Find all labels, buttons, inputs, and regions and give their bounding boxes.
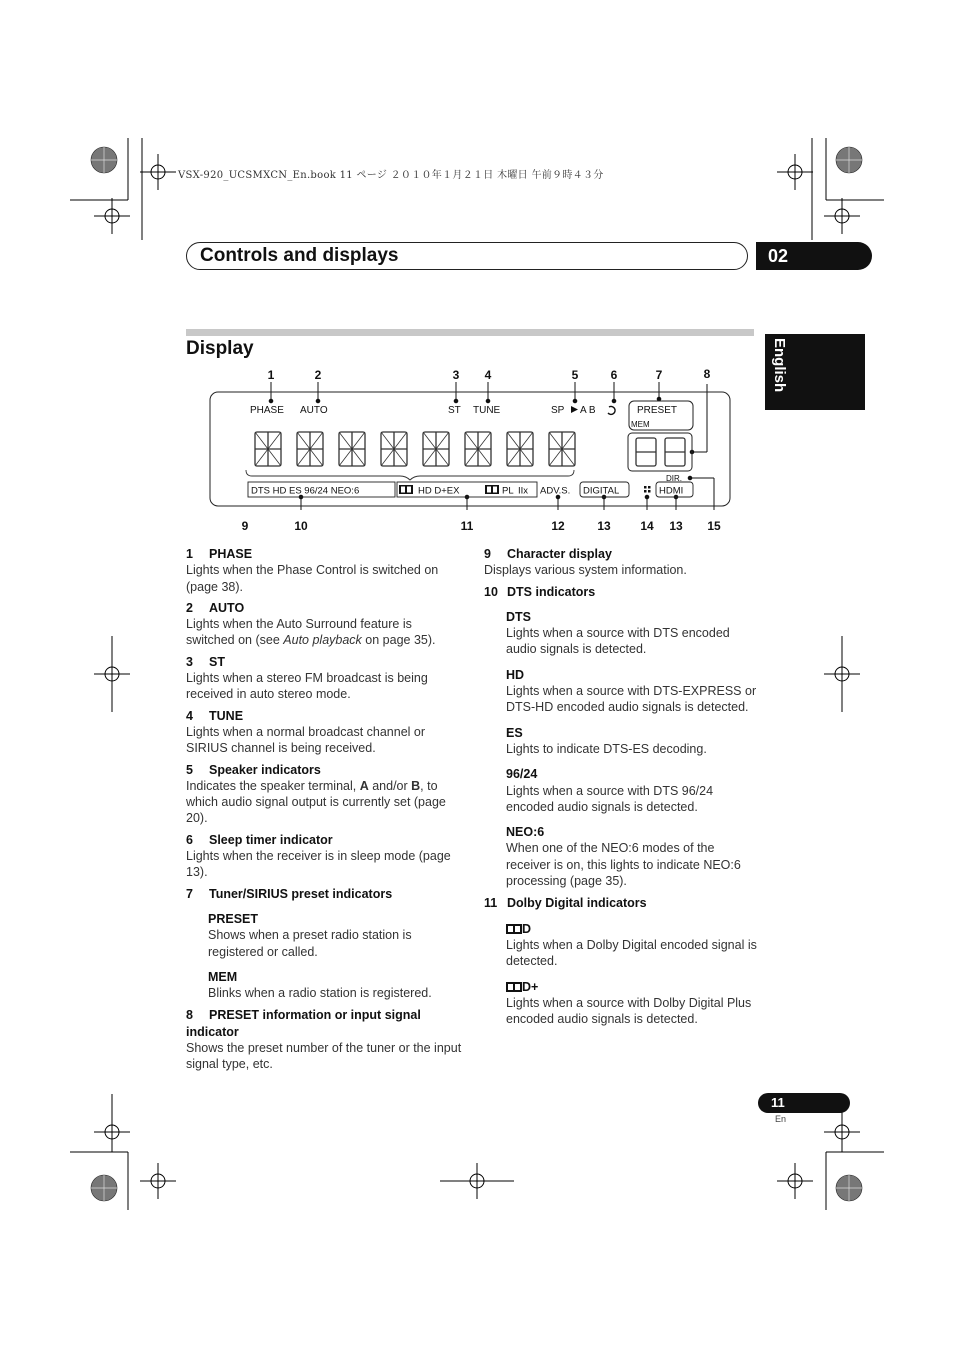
indicator-phase: PHASE — [250, 405, 284, 416]
dolby-pl-double-d-icon — [485, 485, 499, 494]
indicator-hdmi: HDMI — [659, 485, 684, 497]
sub-body: Lights when a source with DTS encoded audio signals is detected. — [506, 626, 730, 657]
callout-5: 5 — [571, 368, 579, 382]
display-diagram — [200, 360, 750, 540]
item-heading: 10 DTS indicators — [484, 584, 596, 599]
item-heading: 1 PHASE — [186, 547, 253, 561]
character-bracket — [246, 470, 574, 480]
indicator-advs: ADV.S. — [540, 485, 571, 497]
indicator-ab: A B — [580, 405, 596, 416]
right-column — [484, 546, 760, 1027]
indicator-sp: SP — [551, 405, 565, 416]
callout-15: 15 — [707, 519, 721, 533]
chapter-number: 02 — [756, 242, 872, 270]
callout-11: 11 — [460, 519, 474, 533]
page-header-title: Controls and displays — [200, 245, 399, 266]
item-heading: 2 AUTO — [186, 600, 245, 615]
sleep-timer-icon — [608, 406, 615, 414]
sub-heading: HD — [506, 667, 525, 682]
item-body: Lights when the Phase Control is switched on (page 38). — [186, 563, 439, 594]
sub-body: Lights when a source with Dolby Digital Plus encoded audio signals is detected. — [506, 995, 752, 1027]
callout-1: 1 — [267, 368, 275, 382]
indicator-st: ST — [448, 405, 461, 416]
callout-2: 2 — [314, 368, 322, 382]
sub-heading: MEM — [208, 969, 238, 984]
sub-body: Blinks when a radio station is registered. — [208, 986, 432, 1001]
character-display — [255, 432, 575, 466]
indicator-auto: AUTO — [300, 405, 328, 416]
sub-body: Lights when a source with DTS 96/24 encoded audio signals is detected. — [506, 783, 714, 814]
language-tab-label: English — [771, 338, 788, 393]
indicator-mem: MEM — [631, 420, 650, 429]
sub-body: Lights when a Dolby Digital encoded signal is detected. — [506, 937, 757, 969]
callout-9: 9 — [241, 519, 249, 533]
section-title: Display — [186, 338, 254, 359]
item-body: Lights when a normal broadcast channel or SIRIUS channel is being received. — [186, 724, 426, 756]
indicator-dir: DIR. — [666, 474, 682, 483]
sub-body: When one of the NEO:6 modes of the receiver is on, this lights to indicate NEO:6 processing (page 35). — [506, 841, 741, 889]
indicator-digital: DIGITAL — [583, 485, 620, 497]
sub-heading: 96/24 — [506, 767, 538, 782]
sub-heading: D — [484, 921, 760, 937]
sub-body: Lights to indicate DTS-ES decoding. — [506, 741, 707, 756]
section-bar — [186, 329, 754, 336]
speaker-arrow-icon — [571, 406, 578, 413]
callout-6: 6 — [610, 368, 618, 382]
item-heading: 7 Tuner/SIRIUS preset indicators — [186, 886, 393, 901]
callout-13b: 13 — [669, 519, 683, 533]
callout-14: 14 — [640, 519, 654, 533]
callout-7: 7 — [655, 368, 663, 382]
sub-heading: D+ — [484, 979, 760, 995]
callout-10: 10 — [294, 519, 308, 533]
sub-body: Shows when a preset radio station is registered or called. — [208, 928, 412, 959]
item-body: Shows the preset number of the tuner or the input signal type, etc. — [186, 1041, 462, 1072]
sub-heading: DTS — [506, 609, 531, 624]
item-heading: 6 Sleep timer indicator — [186, 832, 333, 847]
item-heading: 4 TUNE — [186, 708, 244, 723]
item-body: Lights when the Auto Surround feature is switched on (see Auto playback on page 35). — [186, 617, 436, 648]
callout-8: 8 — [703, 367, 711, 381]
indicator-tune: TUNE — [473, 405, 501, 416]
callout-4: 4 — [484, 368, 492, 382]
dolby-pl-suffix: IIx — [518, 485, 529, 497]
input-dot-icon — [644, 486, 651, 493]
page-number: 11 — [758, 1093, 850, 1113]
preset-info-digits — [636, 438, 685, 466]
dolby-double-d-icon — [506, 982, 522, 992]
language-tab — [765, 334, 865, 410]
print-info-line: VSX-920_UCSMXCN_En.book 11 ページ ２０１０年１月２１日 木曜日 午前９時４３分 — [178, 170, 604, 181]
dolby-double-d-icon — [399, 485, 413, 494]
indicator-preset: PRESET — [637, 405, 678, 416]
item-body: Lights when a stereo FM broadcast is being received in auto stereo mode. — [186, 671, 428, 702]
sub-heading: NEO:6 — [506, 825, 545, 840]
item-heading: 3 ST — [186, 654, 225, 669]
sub-heading: PRESET — [208, 911, 259, 926]
item-heading: 11 Dolby Digital indicators — [484, 896, 647, 911]
dolby-double-d-icon — [506, 924, 522, 934]
sub-heading: ES — [506, 725, 523, 740]
item-body: Indicates the speaker terminal, A and/or B, to which audio signal output is currently set (page 20). — [186, 778, 446, 826]
item-heading: 9 Character display — [484, 547, 612, 561]
callout-13a: 13 — [597, 519, 611, 533]
dts-indicators: DTS HD ES 96/24 NEO:6 — [251, 485, 360, 497]
dolby-pl-indicator: PL — [502, 485, 514, 497]
page-language: En — [775, 1114, 787, 1124]
item-heading: 8 PRESET information or input signal indicator — [186, 1008, 421, 1039]
item-body: Displays various system information. — [484, 563, 687, 578]
left-column — [186, 546, 462, 1073]
sub-body: Lights when a source with DTS-EXPRESS or DTS-HD encoded audio signals is detected. — [506, 684, 757, 715]
dolby-hd-indicators: HD D+EX — [418, 485, 460, 497]
item-heading: 5 Speaker indicators — [186, 762, 321, 777]
callout-12: 12 — [551, 519, 565, 533]
callout-3: 3 — [452, 368, 460, 382]
item-body: Lights when the receiver is in sleep mode (page 13). — [186, 849, 451, 880]
